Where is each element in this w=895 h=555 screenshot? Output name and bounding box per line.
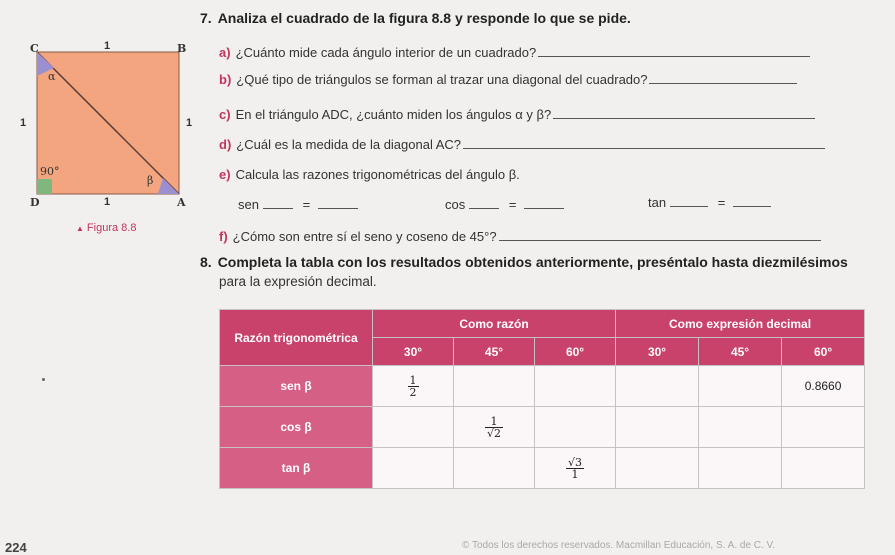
- side-bottom-label: 1: [104, 196, 111, 208]
- cell-sen-decimal-30[interactable]: [616, 366, 699, 407]
- sen-blank-1[interactable]: [263, 207, 293, 209]
- row-label-cos: cos β: [220, 407, 373, 448]
- table-row: [220, 448, 865, 489]
- question-8-heading: [200, 253, 880, 291]
- sen-60-decimal-value: 0.8660: [804, 379, 842, 393]
- question-7-heading: [200, 10, 631, 26]
- sen-label: sen: [238, 197, 259, 212]
- fraction-denominator: 2: [409, 385, 417, 399]
- item-a-text: ¿Cuánto mide cada ángulo interior de un cuadrado?: [235, 45, 537, 60]
- cell-tan-razon-60[interactable]: [535, 448, 616, 489]
- cell-cos-decimal-45[interactable]: [699, 407, 782, 448]
- item-f-label: f): [219, 229, 228, 244]
- fraction-numerator: 1: [485, 416, 503, 428]
- fraction-numerator: √3: [568, 455, 583, 469]
- page-number: 224: [5, 540, 27, 555]
- tan-blank-1[interactable]: [670, 205, 708, 207]
- cell-cos-decimal-30[interactable]: [616, 407, 699, 448]
- cos-blank-2[interactable]: [524, 207, 564, 209]
- side-left-label: 1: [20, 117, 27, 129]
- cell-tan-decimal-45[interactable]: [699, 448, 782, 489]
- cell-cos-razon-30[interactable]: [373, 407, 454, 448]
- item-b-text: ¿Qué tipo de triángulos se forman al trazar una diagonal del cuadrado?: [236, 72, 648, 87]
- cos-blank-1[interactable]: [469, 207, 499, 209]
- item-e: [219, 167, 520, 182]
- tan-label: tan: [648, 195, 667, 210]
- item-c-label: c): [219, 107, 231, 122]
- fraction-tan-60: [566, 457, 584, 480]
- fraction-denominator: 1: [571, 467, 579, 481]
- vertex-d: D: [30, 196, 40, 209]
- figure-8-8: [0, 38, 200, 218]
- answer-blank-b[interactable]: [649, 82, 797, 84]
- tan-ratio: [648, 195, 771, 210]
- stray-dot: [42, 378, 45, 381]
- answer-blank-f[interactable]: [499, 239, 821, 241]
- cell-sen-razon-30[interactable]: [373, 366, 454, 407]
- fraction-sen-30: [408, 375, 419, 398]
- table-row-header-title: Razón trigonométrica: [220, 310, 373, 366]
- item-f-text: ¿Cómo son entre sí el seno y coseno de 45°?: [232, 229, 497, 244]
- answer-blank-d[interactable]: [463, 147, 825, 149]
- cos-ratio: [445, 197, 564, 212]
- question-8-text: Completa la tabla con los resultados obtenidos anteriormente, preséntalo hasta diezmilésimos: [217, 254, 848, 270]
- sen-blank-2[interactable]: [318, 207, 358, 209]
- vertex-a: A: [177, 196, 186, 209]
- item-a-label: a): [219, 45, 231, 60]
- cell-sen-razon-45[interactable]: [454, 366, 535, 407]
- question-8-text-continued: para la expresión decimal.: [219, 274, 377, 289]
- question-7-number: 7.: [200, 10, 212, 26]
- copyright-footer: © Todos los derechos reservados. Macmillan Educación, S. A. de C. V.: [462, 540, 776, 551]
- table-group-decimal: Como expresión decimal: [616, 310, 865, 338]
- caption-triangle-icon: ▲: [76, 224, 84, 233]
- cos-equals: =: [508, 197, 517, 212]
- item-b: [219, 72, 797, 87]
- vertex-b: B: [177, 42, 187, 55]
- sen-ratio: [238, 197, 358, 212]
- cell-cos-decimal-60[interactable]: [782, 407, 865, 448]
- item-d-label: d): [219, 137, 232, 152]
- trig-table: [219, 309, 865, 489]
- side-top-label: 1: [104, 40, 111, 52]
- beta-label: β: [147, 174, 154, 187]
- item-b-label: b): [219, 72, 232, 87]
- sen-equals: =: [302, 197, 311, 212]
- question-7-text: Analiza el cuadrado de la figura 8.8 y responde lo que se pide.: [217, 10, 631, 26]
- right-angle-mark: [37, 179, 52, 194]
- fraction-denominator: √2: [486, 426, 501, 440]
- figure-caption: [76, 222, 136, 234]
- figure-caption-text: Figura 8.8: [86, 222, 137, 234]
- side-right-label: 1: [186, 117, 193, 129]
- fraction-cos-45: [485, 416, 503, 439]
- cell-tan-razon-45[interactable]: [454, 448, 535, 489]
- cell-cos-razon-60[interactable]: [535, 407, 616, 448]
- tan-blank-2[interactable]: [733, 205, 771, 207]
- item-e-text: Calcula las razones trigonométricas del ángulo β.: [235, 167, 520, 182]
- cos-label: cos: [445, 197, 466, 212]
- table-group-razon: Como razón: [373, 310, 616, 338]
- col-decimal-45: 45°: [699, 338, 782, 366]
- right-angle-label: 90°: [40, 165, 60, 178]
- item-d: [219, 137, 825, 152]
- item-c-text: En el triángulo ADC, ¿cuánto miden los ángulos α y β?: [235, 107, 552, 122]
- item-e-label: e): [219, 167, 231, 182]
- answer-blank-c[interactable]: [553, 117, 815, 119]
- col-razon-60: 60°: [535, 338, 616, 366]
- item-d-text: ¿Cuál es la medida de la diagonal AC?: [236, 137, 462, 152]
- item-c: [219, 107, 815, 122]
- item-f: [219, 229, 821, 244]
- cell-cos-razon-45[interactable]: [454, 407, 535, 448]
- cell-sen-decimal-45[interactable]: [699, 366, 782, 407]
- table-row: [220, 366, 865, 407]
- col-razon-45: 45°: [454, 338, 535, 366]
- answer-blank-a[interactable]: [538, 55, 810, 57]
- question-8-number: 8.: [200, 254, 212, 270]
- col-decimal-60: 60°: [782, 338, 865, 366]
- cell-tan-razon-30[interactable]: [373, 448, 454, 489]
- cell-tan-decimal-30[interactable]: [616, 448, 699, 489]
- item-a: [219, 45, 810, 60]
- vertex-c: C: [30, 42, 39, 55]
- col-decimal-30: 30°: [616, 338, 699, 366]
- square-diagram: [0, 38, 200, 218]
- row-label-tan: tan β: [220, 448, 373, 489]
- alpha-label: α: [48, 70, 56, 83]
- cell-sen-razon-60[interactable]: [535, 366, 616, 407]
- table-row: [220, 407, 865, 448]
- row-label-sen: sen β: [220, 366, 373, 407]
- fraction-numerator: 1: [409, 373, 417, 387]
- tan-equals: =: [717, 195, 726, 210]
- col-razon-30: 30°: [373, 338, 454, 366]
- cell-tan-decimal-60[interactable]: [782, 448, 865, 489]
- cell-sen-decimal-60[interactable]: [782, 366, 865, 407]
